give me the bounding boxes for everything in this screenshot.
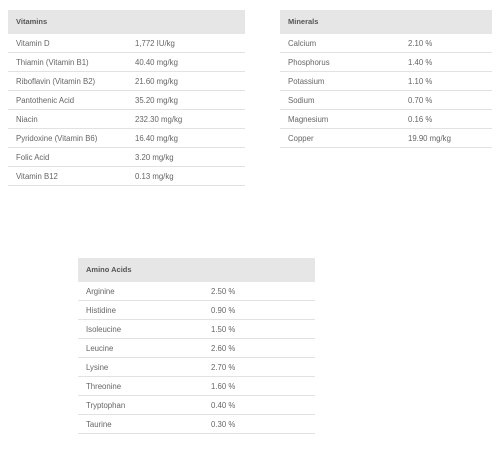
- table-row: [78, 282, 315, 301]
- nutrient-name: Lysine: [86, 363, 109, 372]
- minerals-table: [280, 10, 492, 148]
- nutrient-name: Vitamin D: [16, 39, 50, 48]
- table-row: [280, 129, 492, 148]
- table-row: [8, 110, 245, 129]
- nutrient-value: 1,772 IU/kg: [135, 39, 175, 48]
- nutrient-name: Taurine: [86, 420, 112, 429]
- table-row: [8, 148, 245, 167]
- nutrient-name: Histidine: [86, 306, 116, 315]
- table-row: [8, 72, 245, 91]
- nutrient-value: 232.30 mg/kg: [135, 115, 183, 124]
- nutrient-name: Potassium: [288, 77, 325, 86]
- amino-acids-table: [78, 258, 315, 434]
- nutrient-name: Riboflavin (Vitamin B2): [16, 77, 96, 86]
- table-row: [78, 358, 315, 377]
- vitamins-header: Vitamins: [8, 10, 245, 34]
- nutrient-value: 40.40 mg/kg: [135, 58, 178, 67]
- table-row: [78, 301, 315, 320]
- nutrient-name: Tryptophan: [86, 401, 126, 410]
- nutrient-value: 1.60 %: [211, 382, 236, 391]
- table-row: [78, 320, 315, 339]
- table-row: [78, 377, 315, 396]
- nutrient-value: 21.60 mg/kg: [135, 77, 178, 86]
- table-row: [280, 110, 492, 129]
- minerals-header: Minerals: [280, 10, 492, 34]
- nutrient-value: 0.13 mg/kg: [135, 172, 174, 181]
- nutrient-value: 0.70 %: [408, 96, 433, 105]
- nutrient-name: Threonine: [86, 382, 122, 391]
- nutrient-name: Vitamin B12: [16, 172, 58, 181]
- table-row: [8, 53, 245, 72]
- vitamins-table: [8, 10, 245, 186]
- nutrient-name: Leucine: [86, 344, 114, 353]
- nutrient-name: Folic Acid: [16, 153, 50, 162]
- nutrient-name: Thiamin (Vitamin B1): [16, 58, 89, 67]
- nutrient-value: 2.50 %: [211, 287, 236, 296]
- table-row: [78, 396, 315, 415]
- nutrient-name: Calcium: [288, 39, 317, 48]
- nutrient-value: 1.50 %: [211, 325, 236, 334]
- nutrient-value: 2.60 %: [211, 344, 236, 353]
- table-row: [280, 34, 492, 53]
- nutrient-value: 0.30 %: [211, 420, 236, 429]
- table-row: [8, 34, 245, 53]
- nutrient-value: 3.20 mg/kg: [135, 153, 174, 162]
- table-row: [280, 53, 492, 72]
- nutrient-name: Niacin: [16, 115, 38, 124]
- nutrient-value: 1.40 %: [408, 58, 433, 67]
- table-row: [280, 91, 492, 110]
- nutrient-value: 16.40 mg/kg: [135, 134, 178, 143]
- nutrient-value: 0.90 %: [211, 306, 236, 315]
- table-row: [78, 339, 315, 358]
- nutrient-name: Sodium: [288, 96, 315, 105]
- nutrient-value: 2.70 %: [211, 363, 236, 372]
- nutrient-value: 35.20 mg/kg: [135, 96, 178, 105]
- nutrient-name: Pyridoxine (Vitamin B6): [16, 134, 98, 143]
- nutrient-name: Magnesium: [288, 115, 329, 124]
- nutrient-value: 1.10 %: [408, 77, 433, 86]
- nutrient-value: 19.90 mg/kg: [408, 134, 451, 143]
- nutrient-name: Isoleucine: [86, 325, 122, 334]
- table-row: [8, 91, 245, 110]
- nutrient-value: 0.40 %: [211, 401, 236, 410]
- nutrient-name: Pantothenic Acid: [16, 96, 75, 105]
- table-row: [78, 415, 315, 434]
- table-row: [280, 72, 492, 91]
- nutrient-value: 2.10 %: [408, 39, 433, 48]
- nutrient-name: Arginine: [86, 287, 115, 296]
- nutrient-name: Phosphorus: [288, 58, 330, 67]
- nutrient-value: 0.16 %: [408, 115, 433, 124]
- amino-acids-header: Amino Acids: [78, 258, 315, 282]
- nutrient-name: Copper: [288, 134, 314, 143]
- table-row: [8, 167, 245, 186]
- table-row: [8, 129, 245, 148]
